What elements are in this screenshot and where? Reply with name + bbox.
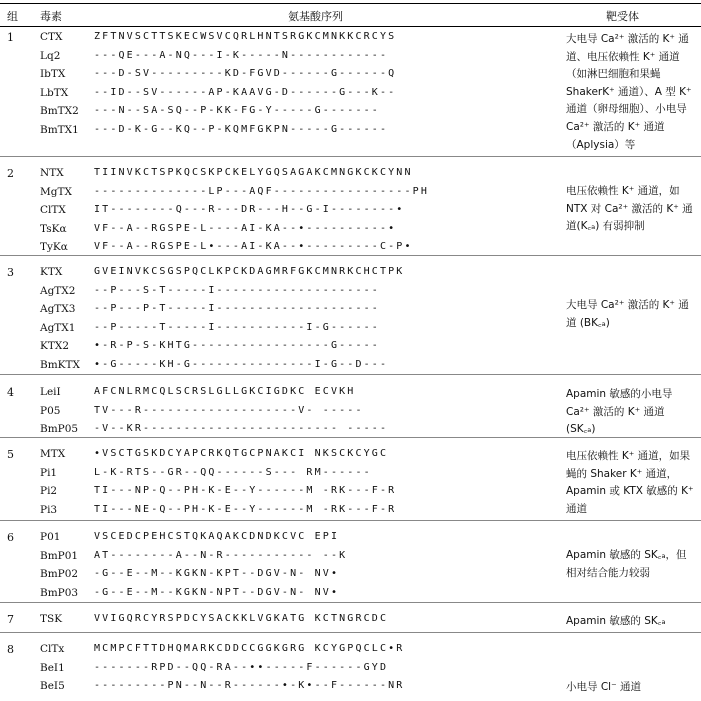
group-separator <box>0 437 701 438</box>
header-sequence: 氨基酸序列 <box>288 10 343 23</box>
toxin-name: NTX <box>40 167 64 179</box>
toxin-name: P05 <box>40 404 61 417</box>
group-separator <box>0 374 701 375</box>
toxin-name: Lq2 <box>40 49 61 62</box>
group-number: 4 <box>7 386 14 399</box>
toxin-name: BmTX1 <box>40 123 79 136</box>
amino-acid-sequence: ---QE---A-NQ---I-K-----N------------ <box>94 49 389 61</box>
group-number: 2 <box>7 167 14 180</box>
toxin-name: BmP05 <box>40 423 79 435</box>
header-rule <box>0 26 701 27</box>
amino-acid-sequence: VF--A--RGSPE-L•---AI-KA--•---------C-P• <box>94 241 413 252</box>
amino-acid-sequence: --------------LP---AQF-----------------PH <box>94 185 429 197</box>
target-receptor: 大电导 Ca²⁺ 激活的 K⁺ 通道 (BK꜀ₐ) <box>566 299 689 329</box>
toxin-name: MTX <box>40 448 66 460</box>
amino-acid-sequence: --P---S-T-----I-------------------- <box>94 284 380 296</box>
toxin-name: AgTX3 <box>40 303 76 315</box>
header-group: 组 <box>7 10 18 23</box>
toxin-name: BmTX2 <box>40 105 79 117</box>
header-toxin: 毒素 <box>40 10 62 23</box>
amino-acid-sequence: --P-----T-----I-----------I-G------ <box>94 321 380 333</box>
toxin-name: LbTX <box>40 86 69 99</box>
toxin-name: Pi3 <box>40 503 58 516</box>
group-separator <box>0 632 701 633</box>
amino-acid-sequence: TV---R-------------------V- ----- <box>94 404 364 416</box>
toxin-name: ClTx <box>40 643 65 655</box>
amino-acid-sequence: ---N--SA-SQ--P-KK-FG-Y-----G------- <box>94 105 380 116</box>
amino-acid-sequence: --P---P-T-----I-------------------- <box>94 303 380 314</box>
amino-acid-sequence: ---------PN--N--R------•-K•--F------NR <box>94 680 405 691</box>
group-separator <box>0 156 701 157</box>
toxin-name: MgTX <box>40 185 72 198</box>
toxin-name: ClTX <box>40 204 66 216</box>
amino-acid-sequence: --ID--SV------AP-KAAVG-D------G---K-- <box>94 86 397 98</box>
group-number: 5 <box>7 448 14 461</box>
amino-acid-sequence: VF--A--RGSPE-L----AI-KA--•----------• <box>94 222 397 234</box>
amino-acid-sequence: MCMPCFTTDHQMARKCDDCCGGKGRG KCYGPQCLC•R <box>94 643 405 654</box>
target-receptor: 大电导 Ca²⁺ 激活的 K⁺ 通道、电压依赖性 K⁺ 通道（如淋巴细胞和果蝇 ShakerK⁺ 通道）、A 型 K⁺ 通道（卵母细胞）、小电导 Ca²⁺ 激活的 K⁺ 通道（Aplysia）等 <box>566 33 692 151</box>
amino-acid-sequence: ZFTNVSCTTSKECWSVCQRLHNTSRGKCMNKKCRCYS <box>94 31 397 42</box>
toxin-name: KTX <box>40 266 63 278</box>
group-separator <box>0 602 701 603</box>
toxin-name: KTX2 <box>40 340 70 352</box>
toxin-name: P01 <box>40 531 61 543</box>
amino-acid-sequence: -G--E--M--KGKN-KPT--DGV-N- NV• <box>94 568 340 579</box>
target-receptor: Apamin 敏感的 SK꜀ₐ <box>566 615 666 627</box>
group-separator <box>0 520 701 521</box>
amino-acid-sequence: TI---NE-Q--PH-K-E--Y------M -RK---F-R <box>94 503 397 515</box>
toxin-name: AgTX2 <box>40 284 76 297</box>
group-number: 1 <box>7 31 14 44</box>
toxin-name: BmP02 <box>40 568 79 580</box>
target-receptor: 小电导 Cl⁻ 通道 <box>566 681 641 693</box>
toxin-name: AgTX1 <box>40 321 76 334</box>
amino-acid-sequence: •-R-P-S-KHTG-----------------G----- <box>94 340 380 351</box>
amino-acid-sequence: IT--------Q---R---DR---H--G-I--------• <box>94 204 405 215</box>
amino-acid-sequence: VSCEDCPEHCSTQKAQAKCDNDKCVC EPI <box>94 531 340 542</box>
amino-acid-sequence: -V--KR------------------------ ----- <box>94 423 389 434</box>
toxin-name: CTX <box>40 31 63 43</box>
toxin-name: BmP01 <box>40 549 79 562</box>
target-receptor: 电压依赖性 K⁺ 通道，如果蝇的 Shaker K⁺ 通道，Apamin 或 KTX 敏感的 K⁺ 通道 <box>566 450 694 515</box>
amino-acid-sequence: L-K-RTS--GR--QQ------S--- RM------ <box>94 466 372 478</box>
toxin-name: BmP03 <box>40 586 79 599</box>
toxin-name: TSK <box>40 613 63 625</box>
amino-acid-sequence: •-G-----KH-G---------------I-G--D--- <box>94 358 389 370</box>
amino-acid-sequence: -------RPD--QQ-RA--••-----F------GYD <box>94 661 389 673</box>
amino-acid-sequence: GVEINVKCSGSPQCLKPCKDAGMRFGKCMNRKCHCTPK <box>94 266 405 277</box>
amino-acid-sequence: TI---NP-Q--PH-K-E--Y------M -RK---F-R <box>94 485 397 496</box>
group-number: 6 <box>7 531 14 544</box>
target-receptor: Apamin 敏感的 SK꜀ₐ，但相对结合能力较弱 <box>566 549 687 579</box>
toxin-name: BeⅠ5 <box>40 680 65 692</box>
amino-acid-sequence: ---D-SV---------KD-FGVD------G------Q <box>94 68 397 79</box>
toxin-name: LeiⅠ <box>40 386 61 398</box>
amino-acid-sequence: •VSCTGSKDCYAPCRKQTGCPNAKCI NKSCKCYGC <box>94 448 389 459</box>
amino-acid-sequence: TIINVKCTSPKQCSKPCKELYGQSAGAKCMNGKCKCYNN <box>94 167 413 178</box>
group-separator <box>0 255 701 256</box>
target-receptor: Apamin 敏感的小电导 Ca²⁺ 激活的 K⁺ 通道 (SK꜀ₐ) <box>566 388 673 436</box>
group-number: 3 <box>7 266 14 279</box>
toxin-name: Pi2 <box>40 485 58 497</box>
group-number: 7 <box>7 613 14 626</box>
toxin-name: Pi1 <box>40 466 58 479</box>
toxin-name: TsKα <box>40 222 67 235</box>
amino-acid-sequence: ---D-K-G--KQ--P-KQMFGKPN-----G------ <box>94 123 389 135</box>
top-rule <box>0 3 701 4</box>
amino-acid-sequence: -G--E--M--KGKN-NPT--DGV-N- NV• <box>94 586 340 598</box>
toxin-name: BeⅠ1 <box>40 661 65 674</box>
target-receptor: 电压依赖性 K⁺ 通道，如 NTX 对 Ca²⁺ 激活的 K⁺ 通道(K꜀ₐ) 有弱抑制 <box>566 185 693 233</box>
toxin-name: IbTX <box>40 68 66 80</box>
toxin-name: TyKα <box>40 241 68 253</box>
amino-acid-sequence: AT--------A--N-R----------- --K <box>94 549 348 561</box>
amino-acid-sequence: VVIGQRCYRSPDCYSACKKLVGKATG KCTNGRCDC <box>94 613 389 624</box>
header-receptor: 靶受体 <box>606 10 639 23</box>
amino-acid-sequence: AFCNLRMCQLSCRSLGLLGKCIGDKC ECVKH <box>94 386 356 397</box>
group-number: 8 <box>7 643 14 656</box>
toxin-name: BmKTX <box>40 358 80 371</box>
